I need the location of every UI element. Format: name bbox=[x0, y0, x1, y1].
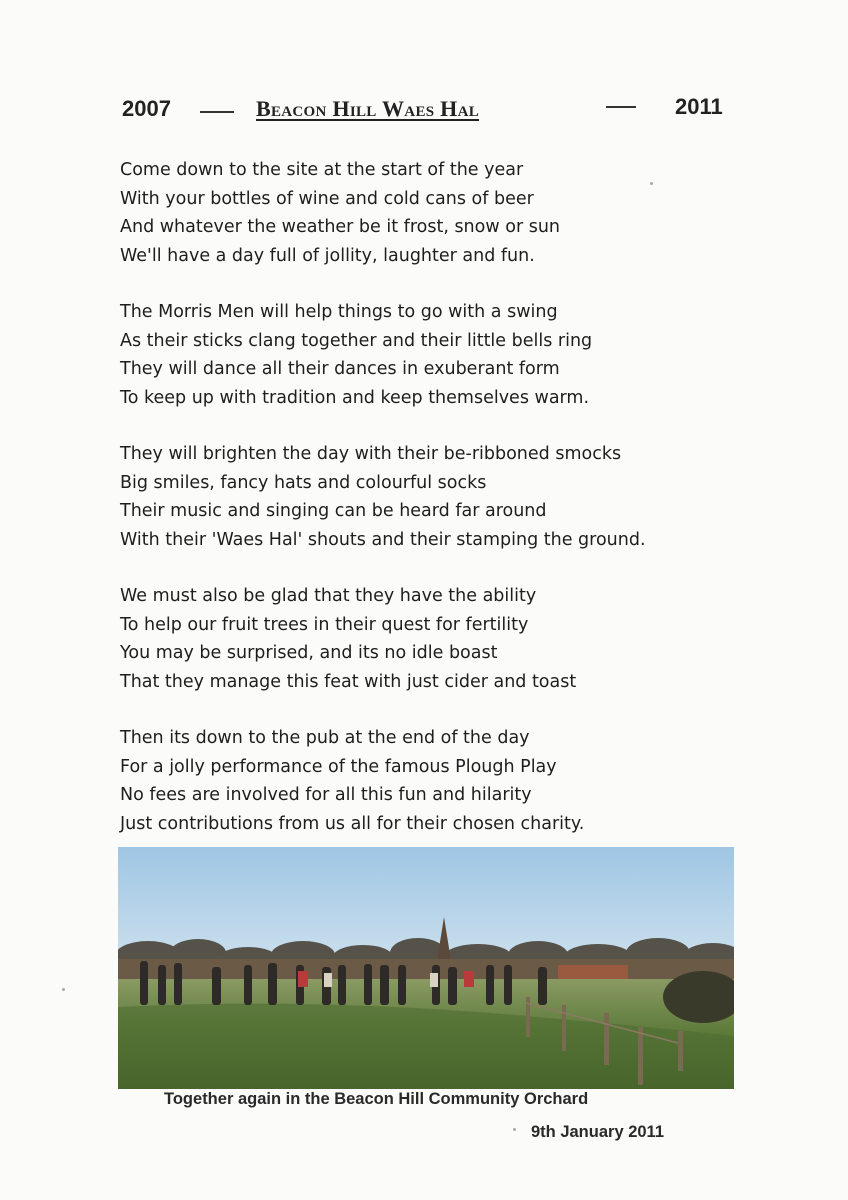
poem bbox=[120, 156, 740, 866]
poem-line: Then its down to the pub at the end of the day bbox=[120, 728, 530, 748]
poem-line: They will brighten the day with their be-ribboned smocks bbox=[120, 444, 622, 464]
poem-line: As their sticks clang together and their little bells ring bbox=[120, 330, 593, 351]
orchard-photo-image bbox=[118, 847, 734, 1089]
poem-line: They will dance all their dances in exuberant form bbox=[120, 359, 560, 379]
poem-line: The Morris Men will help things to go with a swing bbox=[120, 302, 558, 322]
title-row bbox=[0, 94, 848, 128]
stanza bbox=[120, 440, 740, 554]
poem-line: Their music and singing can be heard far around bbox=[120, 501, 547, 521]
poem-line: That they manage this feat with just cider and toast bbox=[120, 671, 577, 692]
poem-line: And whatever the weather be it frost, snow or sun bbox=[120, 217, 560, 237]
year-end: 2011 bbox=[675, 94, 723, 119]
scan-speck bbox=[513, 1128, 516, 1131]
photo-caption: Together again in the Beacon Hill Community Orchard bbox=[164, 1090, 589, 1108]
orchard-photo bbox=[118, 847, 734, 1089]
scan-speck bbox=[62, 988, 65, 991]
poem-line: You may be surprised, and its no idle boast bbox=[120, 643, 498, 663]
poem-line: To keep up with tradition and keep themselves warm. bbox=[120, 387, 590, 408]
poem-line: Just contributions from us all for their chosen charity. bbox=[120, 813, 585, 834]
poem-line: For a jolly performance of the famous Plough Play bbox=[120, 756, 557, 777]
poem-line: Big smiles, fancy hats and colourful socks bbox=[120, 472, 487, 493]
photo-date: 9th January 2011 bbox=[531, 1123, 664, 1141]
stanza bbox=[120, 582, 740, 696]
poem-line: With their 'Waes Hal' shouts and their stamping the ground. bbox=[120, 529, 646, 550]
year-start: 2007 bbox=[122, 96, 171, 121]
scan-speck bbox=[650, 182, 653, 185]
poem-line: To help our fruit trees in their quest for fertility bbox=[120, 614, 529, 635]
poem-line: With your bottles of wine and cold cans of beer bbox=[120, 188, 534, 209]
title-dash-right bbox=[606, 106, 636, 108]
stanza bbox=[120, 156, 740, 270]
poem-line: No fees are involved for all this fun and hilarity bbox=[120, 785, 532, 805]
poem-line: We'll have a day full of jollity, laughter and fun. bbox=[120, 245, 535, 266]
title-dash-left bbox=[200, 111, 234, 113]
stanza bbox=[120, 724, 740, 838]
poem-line: We must also be glad that they have the ability bbox=[120, 586, 537, 606]
page-title: Beacon Hill Waes Hal bbox=[256, 96, 480, 121]
poem-line: Come down to the site at the start of the year bbox=[120, 160, 524, 180]
stanza bbox=[120, 298, 740, 412]
